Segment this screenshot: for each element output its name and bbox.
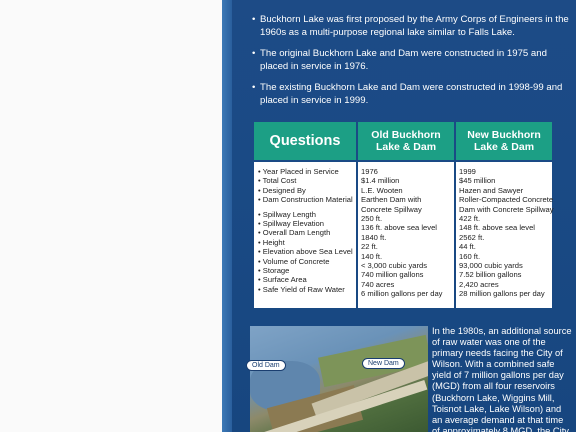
question-row: • Storage [258,266,356,275]
question-row: • Total Cost [258,176,356,185]
new-value: 28 million gallons per day [459,289,545,299]
new-value: 422 ft. [459,214,481,224]
new-value: 148 ft. above sea level [459,223,535,233]
question-row: • Safe Yield of Raw Water [258,285,356,294]
new-dam-column [456,162,552,308]
question-row: • Year Placed in Service [258,167,356,176]
questions-column [254,162,356,308]
old-value: Earthen Dam with [361,195,422,205]
new-value: 1999 [459,167,476,176]
new-value: 2,420 acres [459,279,499,289]
old-value: Concrete Spillway [361,204,422,214]
old-value: 22 ft. [361,242,378,252]
new-value: Hazen and Sawyer [459,185,524,195]
new-value: 2562 ft. [459,232,485,242]
new-value: Roller-Compacted Concrete [459,195,554,205]
new-value: 93,000 cubic yards [459,261,523,271]
comparison-table [254,122,576,312]
new-value: 44 ft. [459,242,476,252]
old-value: 1976 [361,167,378,176]
bullet-3: • The existing Buckhorn Lake and Dam were constructed in 1998-99 and placed in service in 1999. [252,82,570,107]
old-value: 740 acres [361,279,395,289]
question-row: • Spillway Length [258,210,356,219]
history-bullets [252,14,570,117]
question-row: • Surface Area [258,275,356,284]
bullet-2: • The original Buckhorn Lake and Dam were constructed in 1975 and placed in service in 1976. [252,48,570,73]
question-row: • Designed By [258,186,356,195]
side-paragraph: In the 1980s, an additional source of raw water was one of the primary needs facing the City of Wilson. With a combined safe yield of 7 million gallons per day (MGD) from all four reservoirs (Buckhorn Lake, Wiggins Mill, Toisnot Lake, Lake Wilson) and an average demand at that time of approximately 8 MGD, the City was faced with potentially serious [432,326,572,447]
old-value: 140 ft. [361,251,383,261]
old-value: $1.4 million [361,176,400,186]
old-dam-column [358,162,454,308]
old-dam-callout: Old Dam [246,360,286,371]
aerial-dam-photo [250,326,428,432]
new-dam-callout: New Dam [362,358,405,369]
question-row: • Elevation above Sea Level [258,247,356,256]
old-value: L.E. Wooten [361,185,403,195]
header-questions: Questions [254,122,356,160]
header-old-dam: Old Buckhorn Lake & Dam [358,122,454,160]
old-value: 250 ft. [361,214,383,224]
new-value: 7.52 billion gallons [459,270,522,280]
panel-edge-strip [222,0,232,432]
new-value: 160 ft. [459,251,481,261]
old-value: < 3,000 cubic yards [361,261,428,271]
new-value: $45 million [459,176,496,186]
old-value: 740 million gallons [361,270,424,280]
old-value: 6 million gallons per day [361,289,443,299]
new-value: Dam with Concrete Spillway [459,204,554,214]
question-row: • Overall Dam Length [258,228,356,237]
table-body [254,162,576,310]
question-row: • Spillway Elevation [258,219,356,228]
table-header [254,122,576,160]
question-row: • Dam Construction Material [258,195,356,204]
old-value: 136 ft. above sea level [361,223,437,233]
old-value: 1840 ft. [361,232,387,242]
page-left-margin [0,0,222,432]
header-new-dam: New Buckhorn Lake & Dam [456,122,552,160]
bullet-1: • Buckhorn Lake was first proposed by the Army Corps of Engineers in the 1960s as a multi-purpose regional lake similar to Falls Lake. [252,14,570,39]
question-row: • Volume of Concrete [258,257,356,266]
question-row: • Height [258,238,356,247]
